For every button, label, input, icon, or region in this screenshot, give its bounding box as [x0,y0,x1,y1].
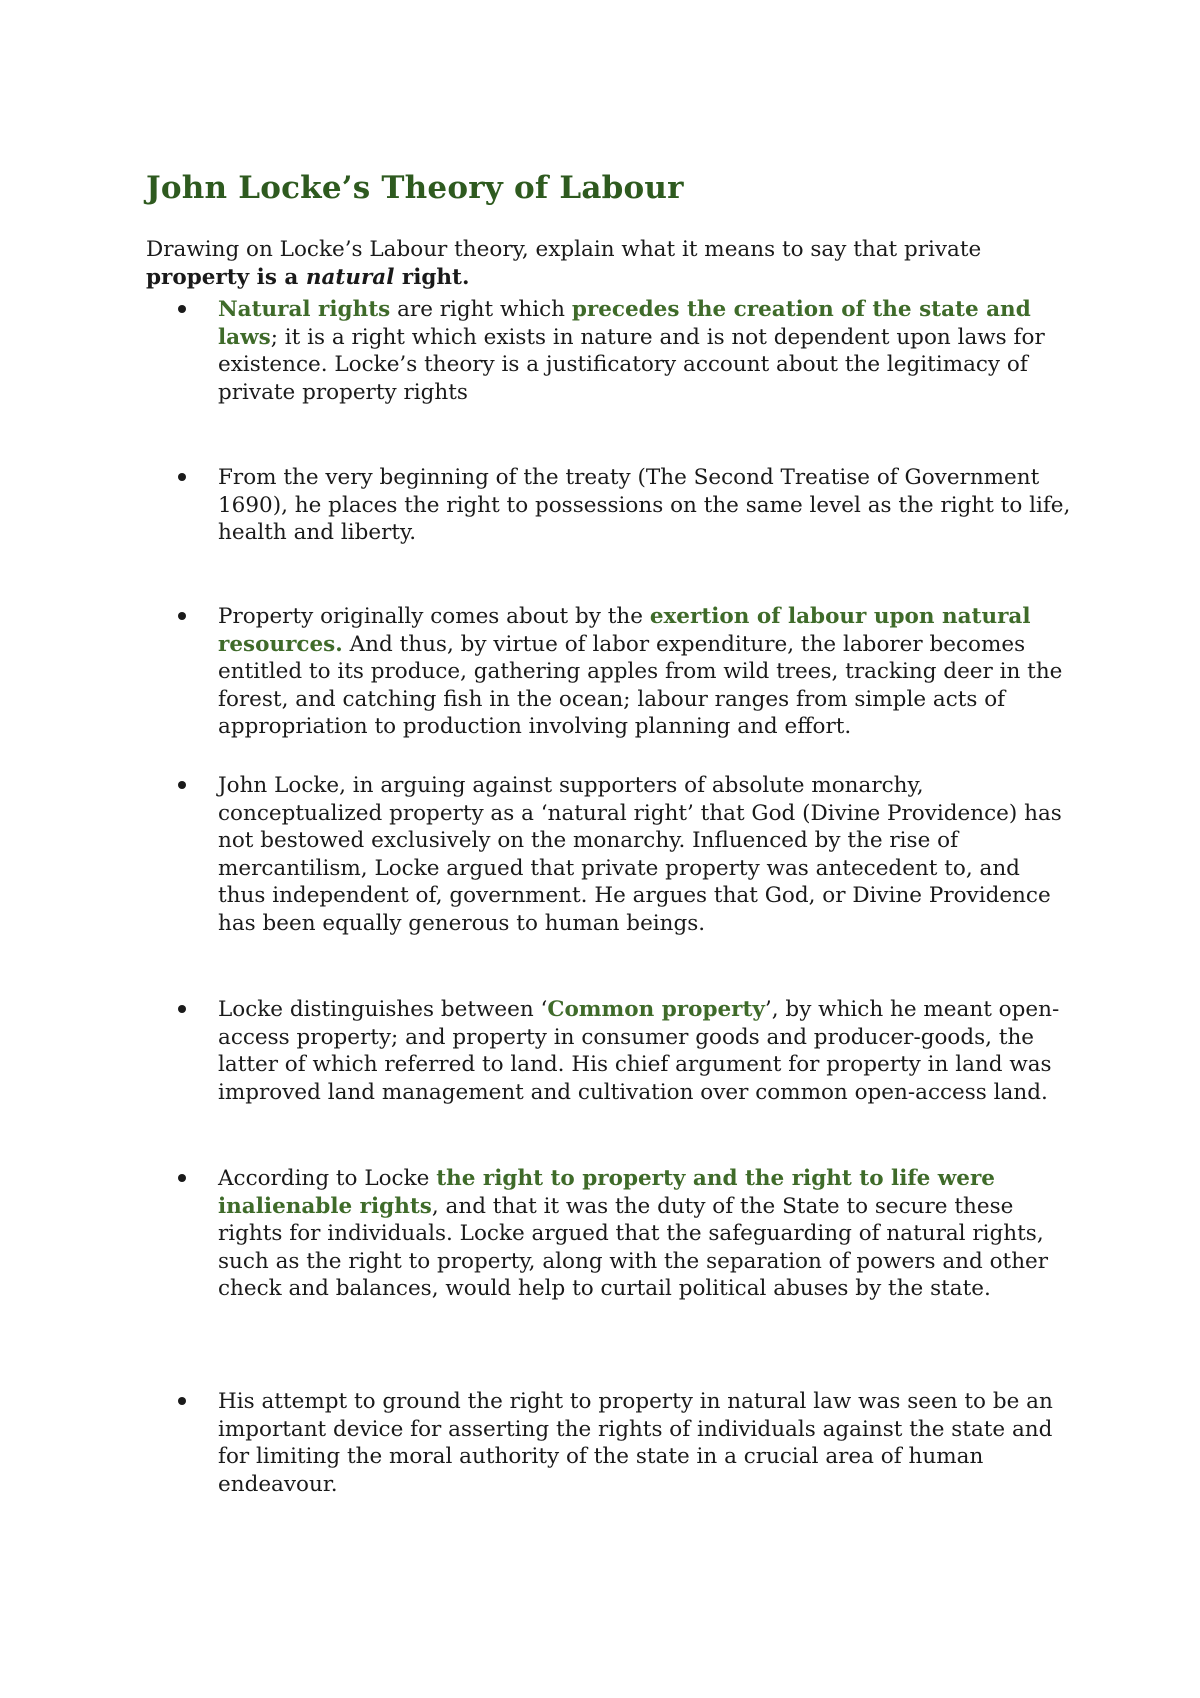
bullet-item-exertion-of-labour [218,603,1073,741]
question-line-1: Drawing on Locke’s Labour theory, explain what it means to say that private [146,237,982,262]
bullet-item-natural-law [218,1388,1073,1498]
bullet-item-second-treatise [218,464,1073,547]
body-text: From the very beginning of the treaty (The Second Treatise of Government 1690), he places the right to possessions on the same level as the right to life, health and liberty. [218,465,1071,545]
bullet-dot-icon [178,1005,186,1013]
bullet-dot-icon [178,1397,186,1405]
highlight-text: precedes the creation of the state and laws [218,297,1031,350]
body-text: Property originally comes about by the [218,604,650,629]
body-text: ’, by which he meant open-access property; and property in consumer goods and producer-goods, the latter of which referred to land. His chief argument for property in land was improved land management and cultivation over common open-access land. [218,997,1060,1105]
body-text: John Locke, in arguing against supporters of absolute monarchy, conceptualized property as a ‘natural right’ that God (Divine Providence) has not bestowed exclusively on the monarchy. Influenced by the rise of mercantilism, Locke argued that private property was antecedent to, and thus independent of, government. He argues that God, or Divine Providence has been equally generous to human beings. [218,773,1062,936]
page-title: John Locke’s Theory of Labour [146,170,684,206]
bullet-item-absolute-monarchy [218,772,1073,937]
bullet-dot-icon [178,1174,186,1182]
bullet-dot-icon [178,473,186,481]
highlight-text: Natural rights [218,297,391,322]
bullet-dot-icon [178,781,186,789]
bullet-item-natural-rights [218,296,1073,406]
highlight-text: Common property [547,997,765,1022]
question-bold-suffix: right. [394,265,470,290]
body-text: are right which [390,297,572,322]
body-text: His attempt to ground the right to property in natural law was seen to be an important device for asserting the rights of individuals against the state and for limiting the moral authority of the state in a crucial area of human endeavour. [218,1389,1053,1497]
bullet-item-common-property [218,996,1073,1106]
highlight-text: the right to property and the right to life were inalienable rights [218,1166,995,1219]
body-text: Locke distinguishes between ‘ [218,997,548,1022]
body-text: According to Locke [218,1166,437,1191]
body-text: ; it is a right which exists in nature and is not dependent upon laws for existence. Locke’s theory is a justificatory account about the legitimacy of private property rights [218,324,1045,405]
question-bold-prefix: property is a [146,265,306,290]
question-text [146,236,1046,292]
bullet-item-inalienable-rights [218,1165,1073,1303]
body-text: , and that it was the duty of the State to secure these rights for individuals. Locke argued that the safeguarding of natural rights, such as the right to property, along with the separation of powers and other check and balances, would help to curtail political abuses by the state. [218,1193,1049,1301]
body-text: And thus, by virtue of labor expenditure, the laborer becomes entitled to its produce, gathering apples from wild trees, tracking deer in the forest, and catching fish in the ocean; labour ranges from simple acts of appropriation to production involving planning and effort. [218,631,1063,739]
bullet-dot-icon [178,305,186,313]
question-bold-italic: natural [305,265,395,290]
bullet-dot-icon [178,612,186,620]
highlight-text: exertion of labour upon natural resources. [218,604,1031,657]
